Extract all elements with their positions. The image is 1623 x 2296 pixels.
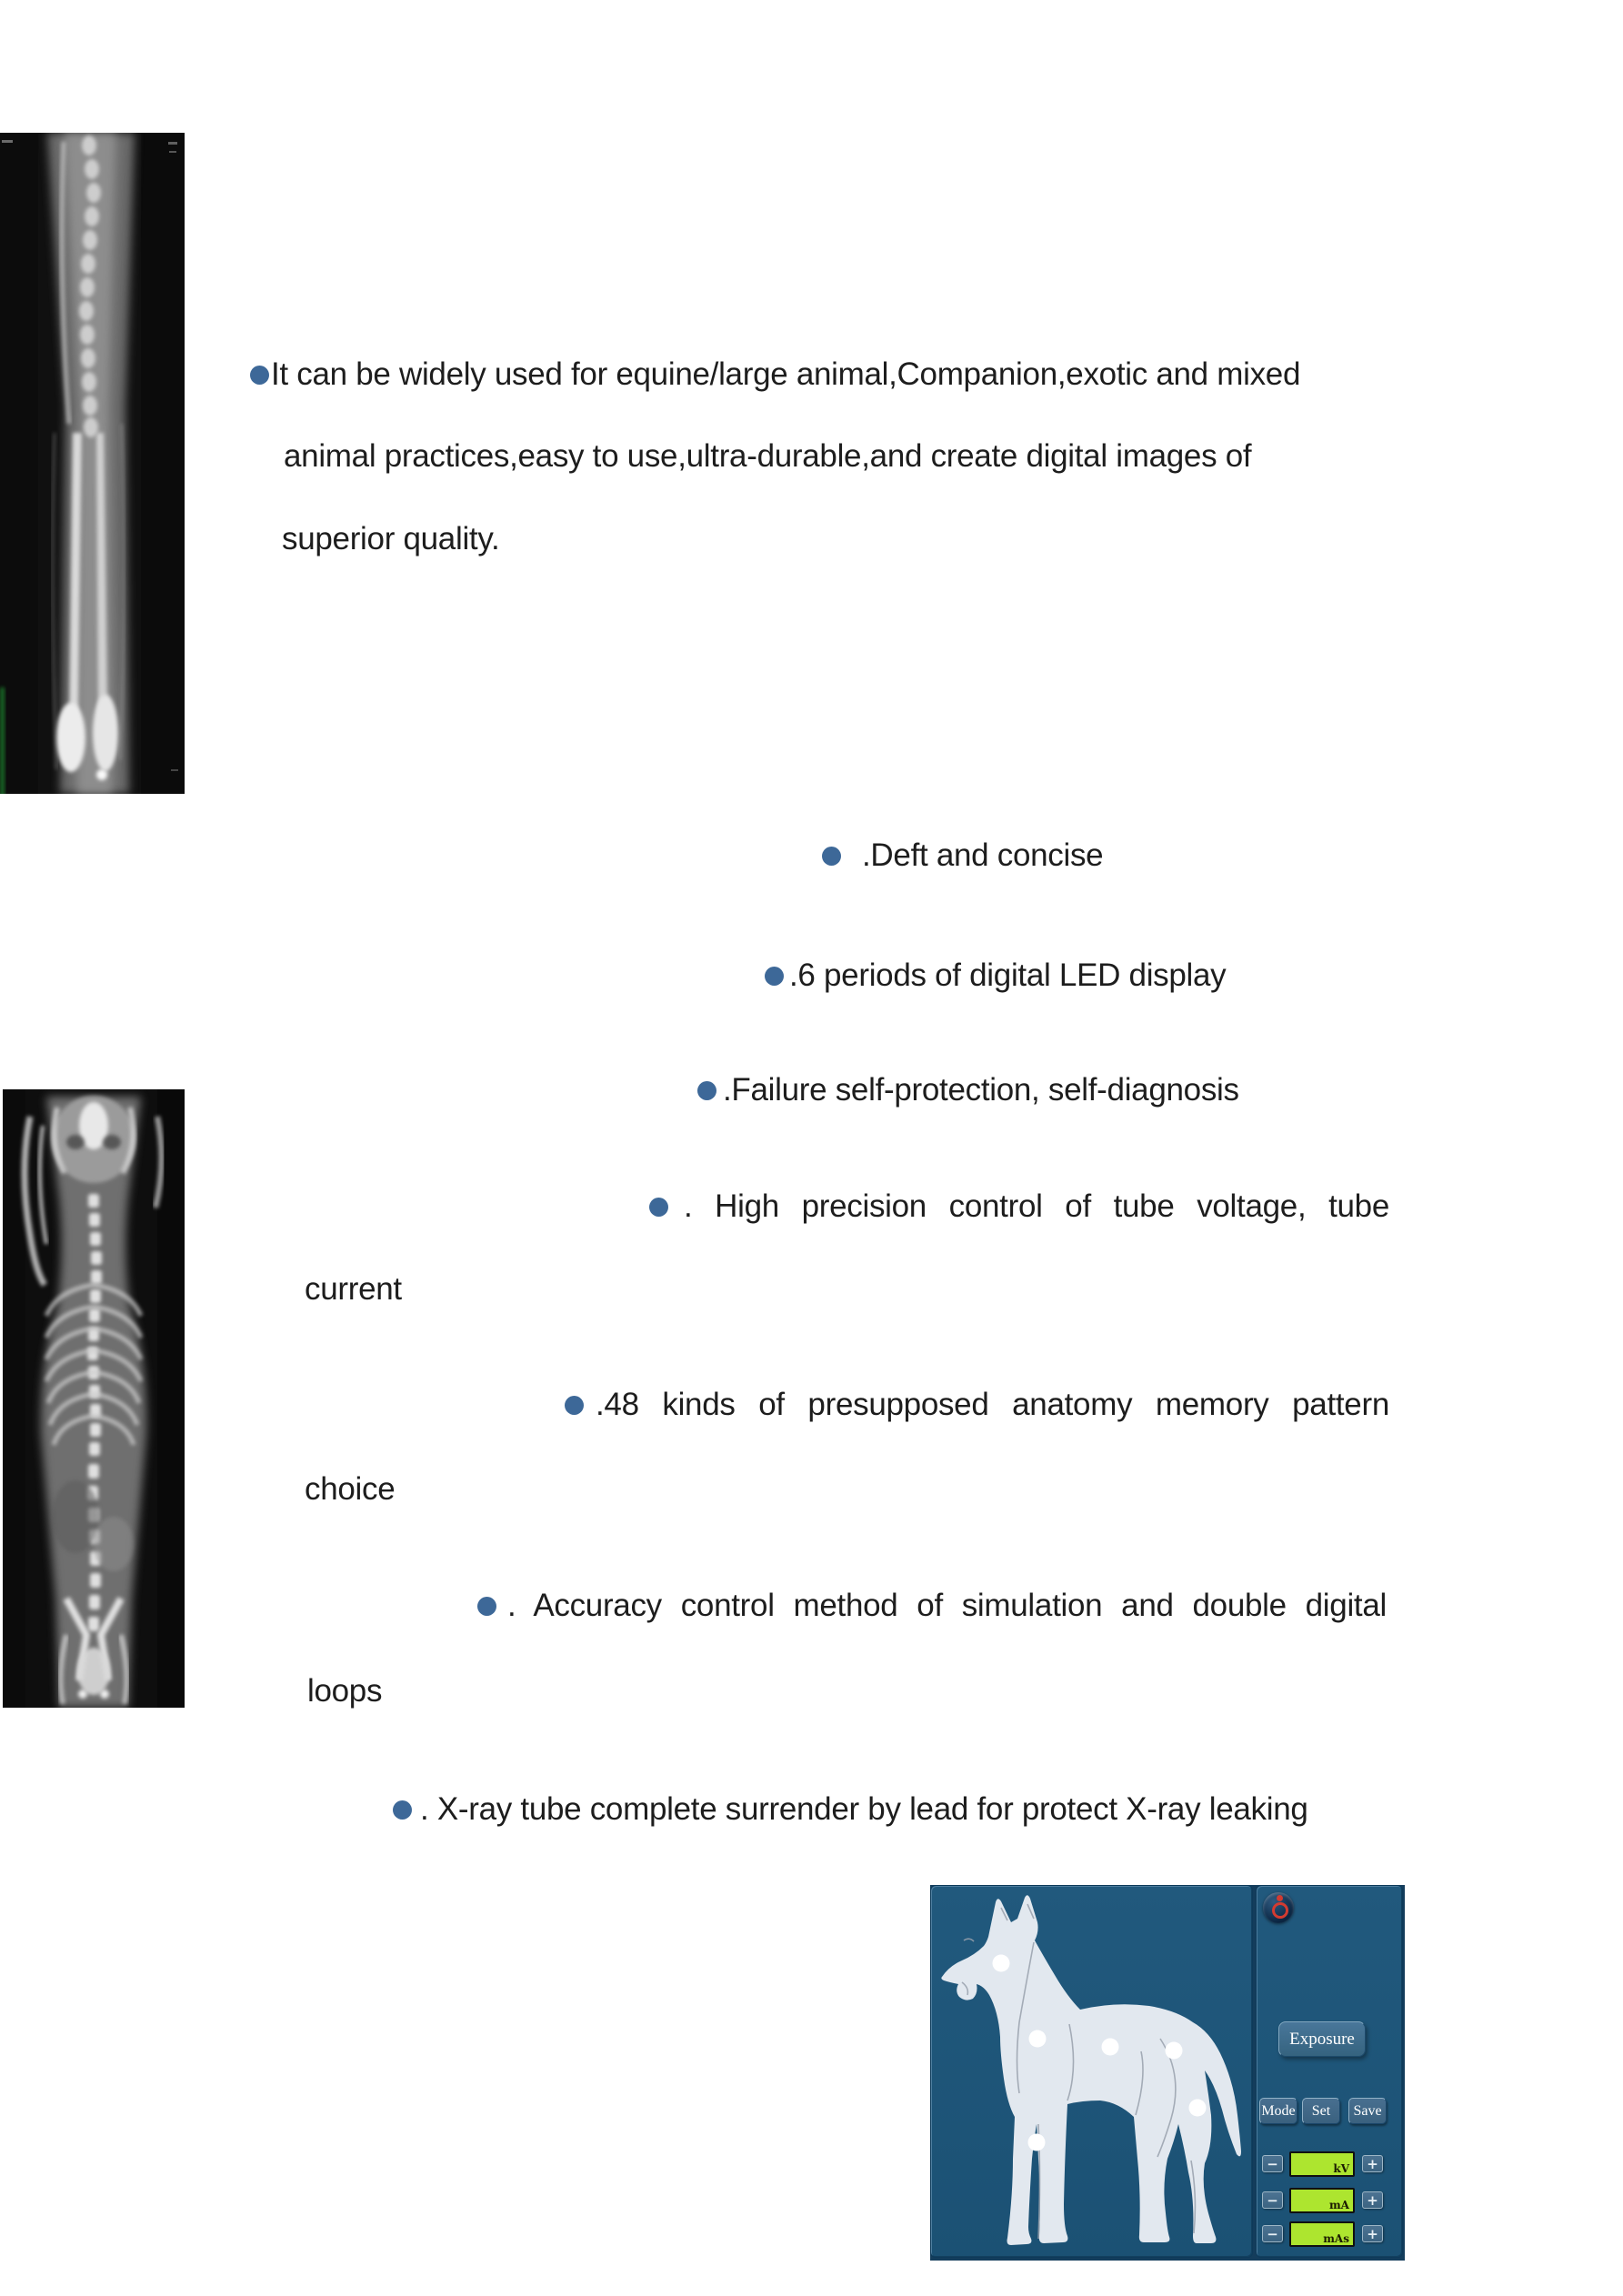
controls-panel	[1256, 1885, 1403, 2258]
anatomy-point[interactable]	[1029, 2030, 1047, 2048]
bullet-icon	[250, 366, 269, 385]
feature-text: . X-ray tube complete surrender by lead for protect X-ray leaking	[420, 1791, 1308, 1827]
xray-image-small-animal-body	[3, 1089, 185, 1708]
power-icon[interactable]	[1263, 1892, 1294, 1923]
animal-diagram-panel	[930, 1885, 1253, 2258]
ma-decrease-button[interactable]: −	[1262, 2191, 1283, 2209]
anatomy-point[interactable]	[1189, 2100, 1207, 2117]
paragraph-line	[250, 354, 1300, 396]
bullet-icon	[697, 1081, 716, 1100]
feature-text: choice	[305, 1471, 396, 1507]
anatomy-point[interactable]	[1028, 2134, 1046, 2151]
feature-continuation-line	[305, 1268, 402, 1310]
paragraph-text: animal practices,easy to use,ultra-durable,and create digital images of	[284, 438, 1252, 474]
feature-line	[822, 835, 1103, 877]
mas-display	[1289, 2221, 1355, 2247]
feature-text: . High precision control of tube voltage, tube	[684, 1188, 1389, 1224]
feature-text: loops	[307, 1673, 383, 1709]
feature-text: .6 periods of digital LED display	[789, 958, 1227, 993]
paragraph-line	[282, 518, 499, 560]
mas-decrease-button[interactable]: −	[1262, 2225, 1283, 2242]
xray-image-equine-limb	[0, 133, 185, 794]
anatomy-point[interactable]	[1166, 2042, 1183, 2060]
mas-unit-label: mAs	[1323, 2232, 1349, 2245]
paragraph-line	[284, 436, 1251, 477]
feature-text: .Deft and concise	[862, 837, 1104, 873]
bullet-icon	[477, 1597, 496, 1616]
feature-line	[565, 1384, 1389, 1426]
bullet-icon	[765, 967, 784, 986]
feature-text: . Accuracy control method of simulation and double digital	[507, 1588, 1387, 1623]
anatomy-point[interactable]	[993, 1955, 1010, 1972]
feature-line	[697, 1069, 1239, 1111]
bullet-icon	[822, 847, 841, 866]
kv-decrease-button[interactable]: −	[1262, 2155, 1283, 2172]
feature-line	[477, 1585, 1387, 1627]
feature-text: .Failure self-protection, self-diagnosis	[723, 1072, 1239, 1108]
kv-display	[1289, 2151, 1355, 2177]
paragraph-text: It can be widely used for equine/large animal,Companion,exotic and mixed	[271, 356, 1301, 392]
exposure-button[interactable]: Exposure	[1278, 2021, 1366, 2057]
set-button[interactable]: Set	[1302, 2098, 1340, 2124]
save-button[interactable]: Save	[1348, 2098, 1387, 2124]
kv-unit-label: kV	[1333, 2162, 1349, 2175]
ma-display	[1289, 2188, 1355, 2213]
bullet-icon	[393, 1800, 412, 1820]
ma-increase-button[interactable]: +	[1362, 2191, 1383, 2209]
feature-continuation-line	[307, 1670, 382, 1712]
mode-button[interactable]: Mode	[1259, 2098, 1297, 2124]
dog-silhouette	[931, 1886, 1252, 2257]
feature-line	[649, 1186, 1389, 1228]
ma-unit-label: mA	[1328, 2199, 1349, 2211]
mas-increase-button[interactable]: +	[1362, 2225, 1383, 2242]
paragraph-text: superior quality.	[282, 521, 500, 556]
anatomy-point[interactable]	[1102, 2039, 1119, 2056]
feature-line	[393, 1789, 1308, 1830]
kv-increase-button[interactable]: +	[1362, 2155, 1383, 2172]
bullet-icon	[565, 1396, 584, 1415]
control-panel-figure	[930, 1885, 1405, 2261]
feature-line	[765, 955, 1226, 997]
feature-text: current	[305, 1271, 402, 1307]
bullet-icon	[649, 1198, 668, 1217]
feature-continuation-line	[305, 1469, 395, 1510]
feature-text: .48 kinds of presupposed anatomy memory pattern	[596, 1387, 1389, 1422]
